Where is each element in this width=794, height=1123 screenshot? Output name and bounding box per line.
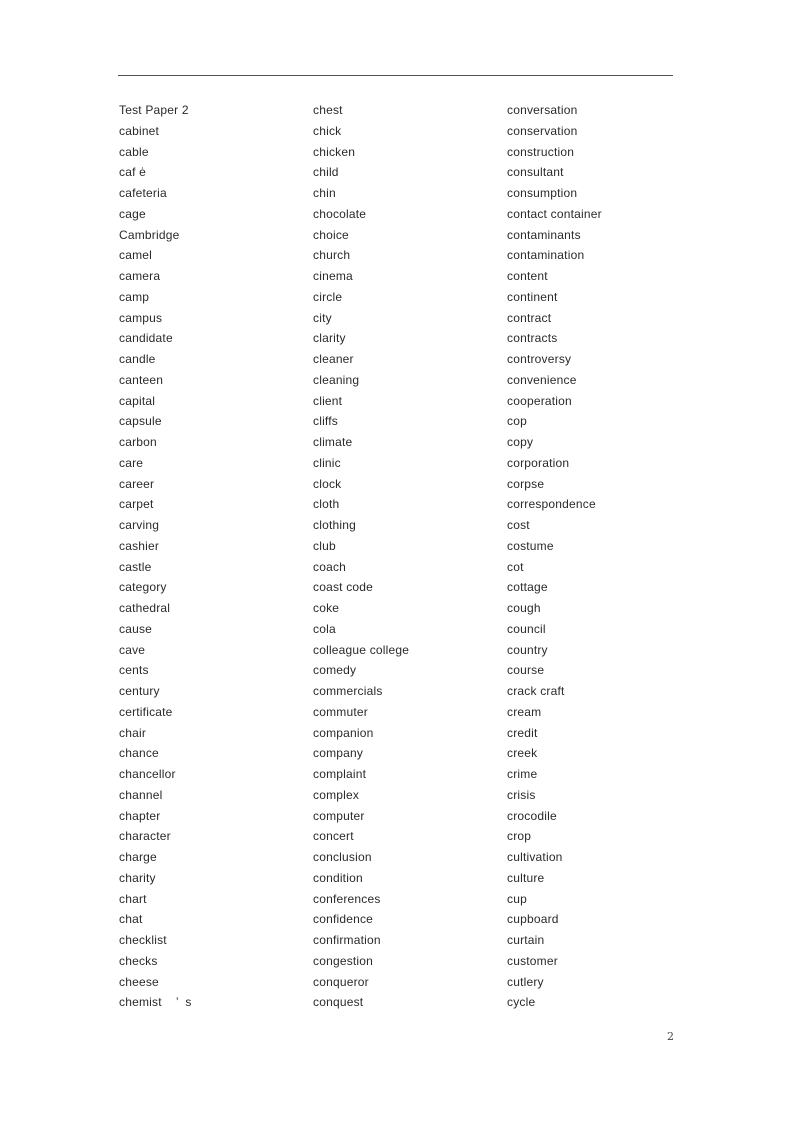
word-list-item: continent [507,289,558,304]
word-list-item: clinic [313,455,341,470]
word-list-item: chancellor [119,767,176,781]
word-list-item: chocolate [313,206,367,221]
word-list-item: charity [119,870,156,885]
word-list-item: chapter [119,808,161,823]
word-list-item: complex [313,787,360,802]
word-list-item: cage [119,206,146,221]
word-list-item: convenience [507,372,577,387]
word-list-item: cave [119,642,146,657]
word-list-item: channel [119,787,163,802]
word-list-item: commuter [313,704,368,719]
word-list-item: companion [313,725,374,740]
word-list-item: chin [313,186,336,200]
word-list-item: cough [507,601,541,615]
word-list-item: cultivation [507,850,563,864]
word-list-item: curtain [507,933,545,947]
word-list-item: contaminants [507,227,581,242]
word-list-item: content [507,269,548,283]
word-list-item: cycle [507,995,536,1010]
word-list-item: category [119,580,167,595]
word-list-item: chick [313,123,342,138]
word-list-item: customer [507,953,558,968]
word-list-item: complaint [313,767,367,781]
word-list-item: camp [119,289,150,304]
word-list-item: checklist [119,933,167,947]
word-column-2 [313,102,409,1015]
word-list-item: chair [119,725,147,740]
word-list-item: cup [507,891,527,906]
word-list-item: child [313,165,339,180]
word-list-item: choice [313,227,349,242]
word-list-item: copy [507,435,534,449]
word-list-item: capital [119,393,156,408]
word-list-item: conferences [313,891,381,906]
word-column-1 [119,102,192,1015]
word-list-item: cutlery [507,974,544,989]
word-list-item: culture [507,870,545,885]
word-list-item: chance [119,746,159,761]
word-list-item: comedy [313,663,357,678]
word-list-item: canteen [119,372,164,387]
word-list-item: camel [119,248,153,263]
word-list-item: confidence [313,912,374,927]
word-list-item: cola [313,621,336,636]
word-list-item: cafeteria [119,186,167,200]
word-list-item: council [507,621,546,636]
word-list-item: chart [119,891,147,906]
word-list-item: costume [507,538,554,553]
word-list-item: circle [313,289,343,304]
word-list-item: coke [313,601,340,615]
word-list-item: cottage [507,580,548,595]
word-list-item: credit [507,725,538,740]
word-list-item: cable [119,144,149,159]
word-list-item: company [313,746,364,761]
word-list-item: controversy [507,352,572,366]
word-list-item: clock [313,476,342,491]
word-list-item: climate [313,435,353,449]
word-list-item: correspondence [507,497,596,512]
word-list-item: client [313,393,343,408]
word-list-item: crocodile [507,808,557,823]
word-list-item: crack craft [507,684,565,698]
word-list-item: club [313,538,336,553]
word-list-item: candle [119,352,156,366]
word-list-item: cashier [119,538,160,553]
word-list-item: cot [507,559,524,574]
word-list-item: Cambridge [119,227,180,242]
word-list-item: candidate [119,331,173,346]
word-list-item: cooperation [507,393,572,408]
word-list-item: capsule [119,414,162,429]
word-list-item: carbon [119,435,157,449]
page-number: 2 [667,1030,674,1043]
word-list-item: cleaner [313,352,354,366]
word-list-item: checks [119,953,158,968]
word-list-item: charge [119,850,157,864]
word-list-item: conversation [507,103,578,117]
word-column-3 [507,102,602,1015]
word-list-item: career [119,476,155,491]
word-list-item: carving [119,518,160,532]
word-list-item: contracts [507,331,558,346]
word-list-item: contract [507,310,552,325]
word-list-item: conclusion [313,850,372,864]
word-list-item: chemist ’ s [119,995,192,1010]
word-list-item: cost [507,518,530,532]
word-list-item: condition [313,870,363,885]
word-list-item: cloth [313,497,340,512]
word-list-item: cinema [313,269,353,283]
word-list-item: conservation [507,123,578,138]
word-list-item: creek [507,746,538,761]
word-list-item: contamination [507,248,585,263]
word-list-item: city [313,310,332,325]
word-list-item: church [313,248,351,263]
word-list-item: care [119,455,144,470]
word-list-item: contact container [507,206,602,221]
word-list-item: conquest [313,995,364,1010]
word-list-item: carpet [119,497,154,512]
word-list-item: congestion [313,953,374,968]
word-list-item: cathedral [119,601,171,615]
word-list-item: camera [119,269,161,283]
word-list-item: cupboard [507,912,559,927]
word-list-item: cream [507,704,542,719]
header-rule [118,75,673,76]
word-list-item: colleague college [313,642,410,657]
word-list-item: cleaning [313,372,360,387]
word-list-item: century [119,684,160,698]
word-list-item: cliffs [313,414,338,429]
word-list-item: course [507,663,545,678]
word-list-item: character [119,829,171,844]
word-list-item: corpse [507,476,545,491]
word-list-item: clothing [313,518,356,532]
word-list-item: cause [119,621,153,636]
word-list-item: conqueror [313,974,369,989]
word-list-item: caf ė [119,165,147,180]
word-list-item: crop [507,829,532,844]
word-list-item: commercials [313,684,383,698]
word-list-item: cop [507,414,527,429]
word-list-item: certificate [119,704,173,719]
word-list-item: coast code [313,580,374,595]
word-list-item: crisis [507,787,536,802]
word-list-item: consumption [507,186,578,200]
word-list-item: cheese [119,974,159,989]
word-list-item: confirmation [313,933,381,947]
word-list-item: cabinet [119,123,160,138]
word-list-item: chest [313,103,343,117]
word-list-item: cents [119,663,149,678]
word-list-item: Test Paper 2 [119,103,189,117]
word-list-item: consultant [507,165,564,180]
word-list-item: computer [313,808,365,823]
word-list-item: crime [507,767,538,781]
word-list-item: campus [119,310,163,325]
word-list-item: castle [119,559,152,574]
word-list-item: clarity [313,331,346,346]
word-list-item: chat [119,912,143,927]
word-list-item: construction [507,144,575,159]
word-list-item: chicken [313,144,356,159]
word-list-item: coach [313,559,347,574]
word-list-item: country [507,642,548,657]
word-list-item: concert [313,829,354,844]
word-list-item: corporation [507,455,570,470]
